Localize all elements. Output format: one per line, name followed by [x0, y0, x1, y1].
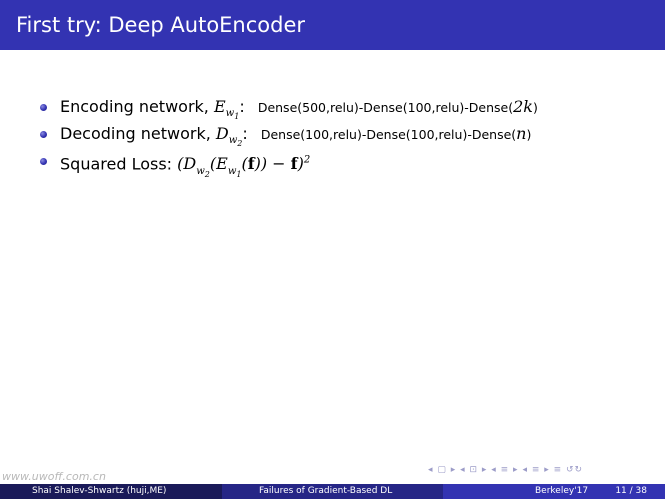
beamer-navigation-icons[interactable]: ◂ ▢ ▸ ◂ ⊡ ▸ ◂ ≡ ▸ ◂ ≡ ▸ ≡ ↺↻ — [428, 465, 584, 475]
bullet-dot-icon — [40, 131, 47, 138]
bullet-label: Squared Loss: — [60, 154, 173, 174]
slide-footer — [0, 484, 665, 499]
slide-title: First try: Deep AutoEncoder — [16, 13, 306, 37]
watermark: www.uwoff.com.cn — [2, 470, 106, 483]
bullet-label: Decoding network, — [60, 124, 211, 143]
footer-author: Shai Shalev-Shwartz (huji,ME) — [32, 486, 167, 496]
bullet-dot-icon — [40, 104, 47, 111]
bullet-detail: Dense(100,relu)-Dense(100,relu)-Dense(n) — [260, 124, 532, 143]
math-symbol: $E_{w_1}$ — [213, 97, 240, 122]
footer-page-number: 11 / 38 — [615, 486, 647, 496]
bullet-label: Encoding network, — [60, 97, 209, 116]
slide-header — [0, 0, 665, 50]
loss-formula: $(D_{w_2}(E_{w_1}(f)) - f)^2$ — [177, 154, 311, 179]
footer-talk-title: Failures of Gradient-Based DL — [259, 486, 393, 496]
footer-conference: Berkeley'17 — [535, 486, 589, 496]
math-symbol: $D_{w_2}$ — [215, 124, 243, 149]
bullet-dot-icon — [40, 158, 47, 165]
bullet-detail: Dense(500,relu)-Dense(100,relu)-Dense(2k) — [257, 97, 538, 116]
